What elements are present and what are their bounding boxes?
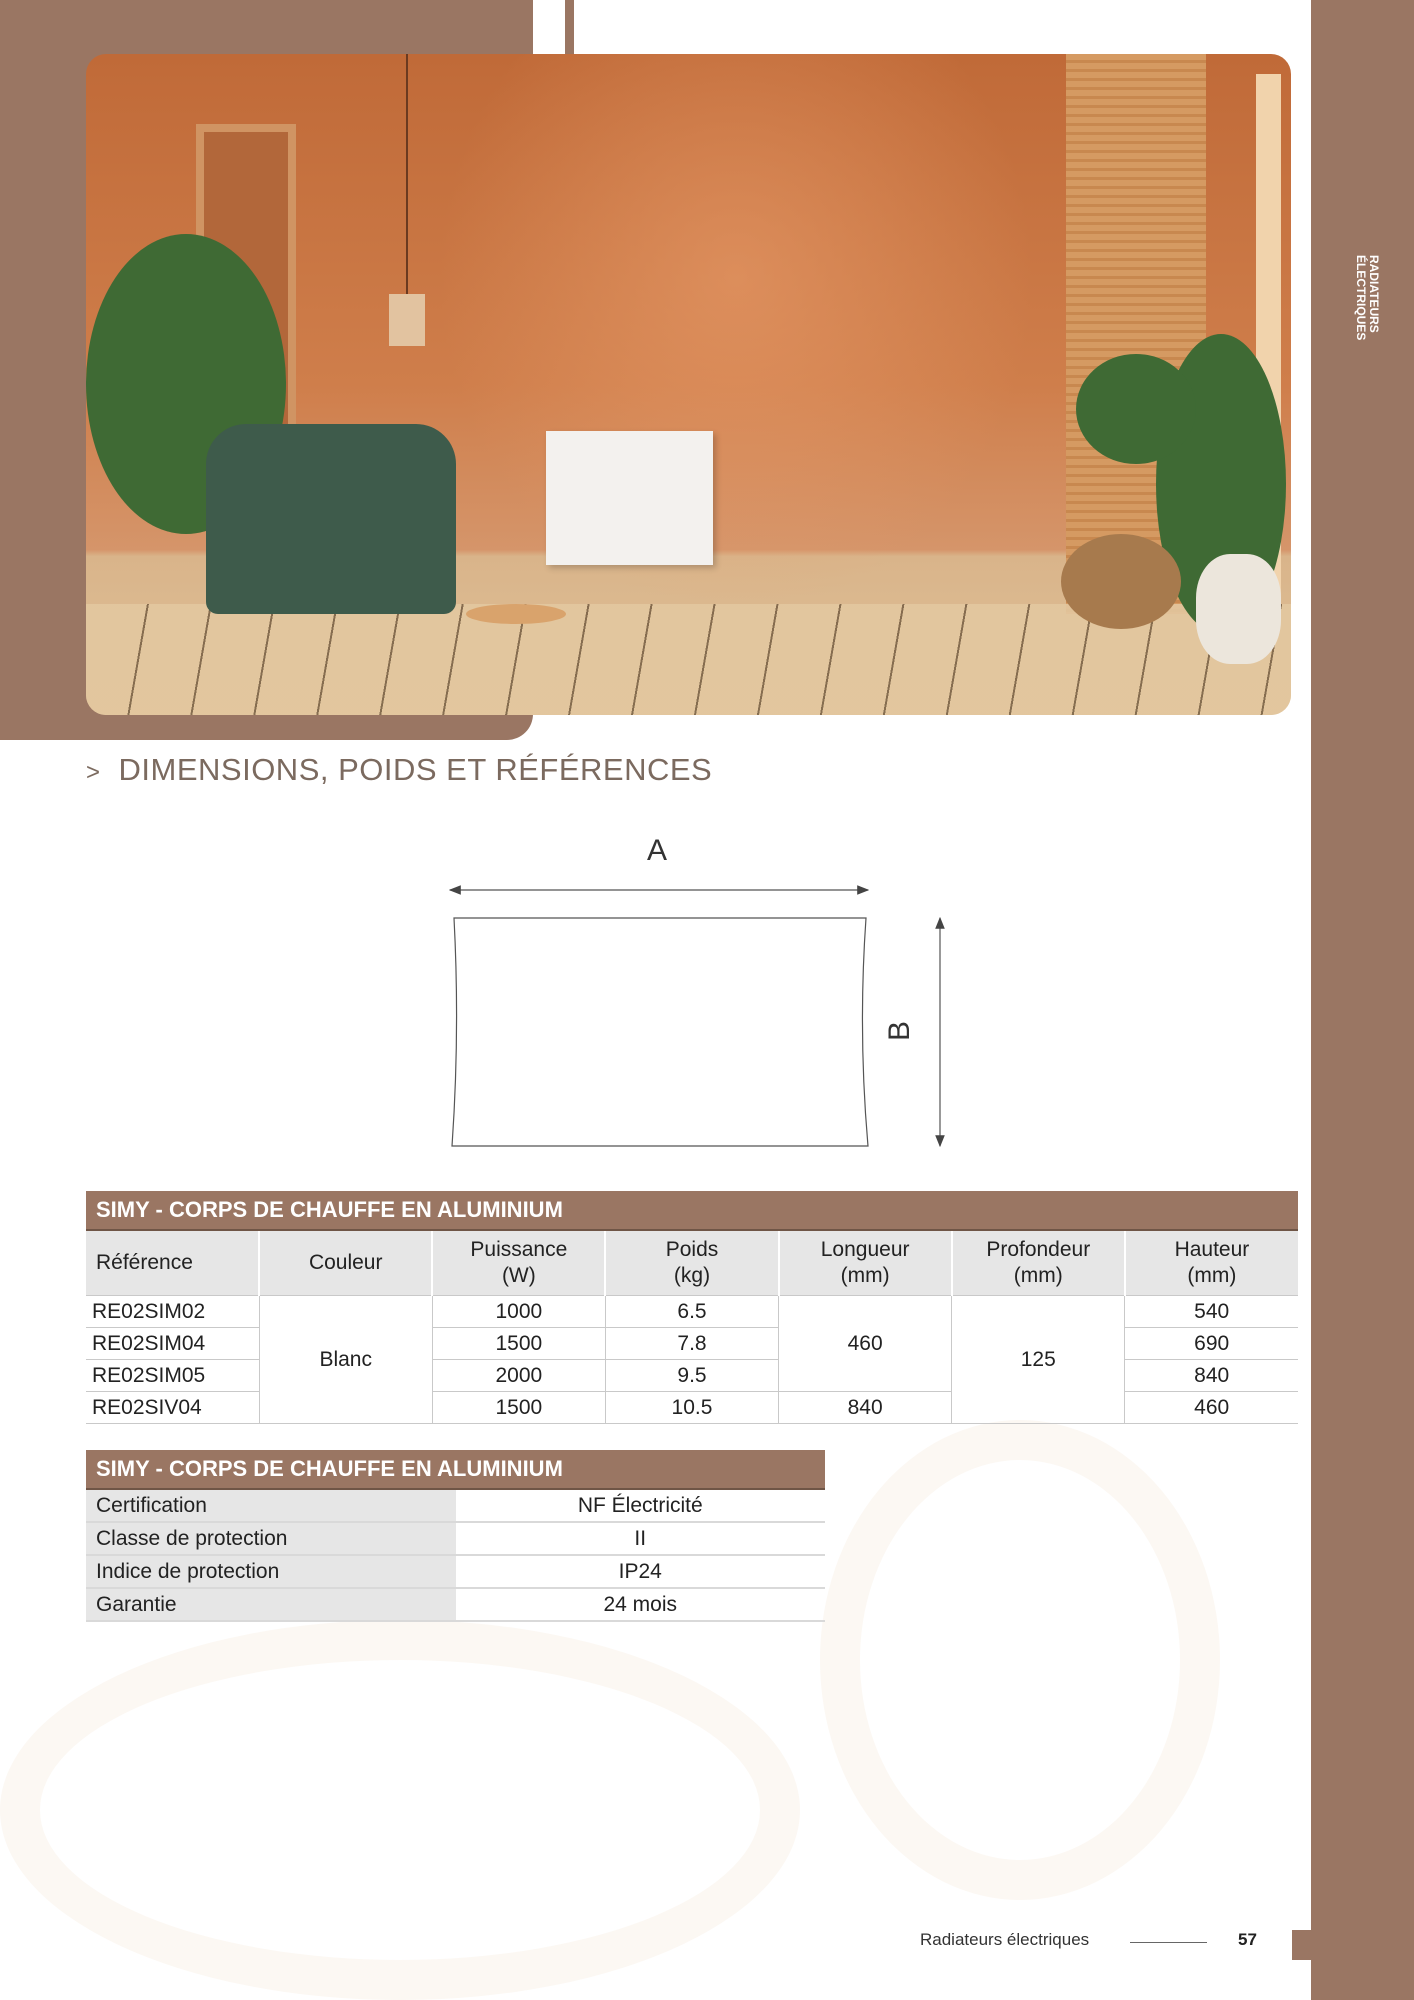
cell-couleur: Blanc [259,1296,432,1424]
photo-vase [1196,554,1281,664]
chevron-right-icon: > [86,759,101,786]
watermark-swoosh [0,1620,800,2000]
watermark-swoosh [820,1420,1220,1900]
footer-section-name: Radiateurs électriques [920,1930,1090,1949]
side-label-line1: RADIATEURS [1367,255,1381,333]
table-row [86,1522,825,1555]
page-number: 57 [1238,1930,1257,1949]
side-label-line2: ÉLECTRIQUES [1354,255,1368,341]
col-header: Hauteur (mm) [1125,1230,1298,1296]
cell-longueur: 460 [779,1296,952,1392]
info-label: Classe de protection [86,1522,456,1555]
header-brown-stripe [565,0,574,54]
cell-hauteur: 460 [1125,1392,1298,1424]
photo-basket [1061,534,1181,629]
info-table-caption: SIMY - CORPS DE CHAUFFE EN ALUMINIUM [86,1450,825,1489]
footer-divider [1130,1942,1207,1943]
table-row [86,1296,1298,1328]
info-value: IP24 [456,1555,826,1588]
photo-radiator [546,431,713,565]
col-header: Couleur [259,1230,432,1296]
dimension-label-a: A [647,834,668,867]
col-header: Référence [86,1230,259,1296]
specs-table-header [86,1230,1298,1296]
photo-lamp [389,294,425,346]
section-heading [86,752,712,788]
cell-hauteur: 840 [1125,1360,1298,1392]
photo-lamp-cord [406,54,408,294]
footer-tab [1292,1930,1312,1960]
cell-puissance: 1500 [432,1328,605,1360]
table-row [86,1489,825,1522]
photo-side-table [466,604,566,624]
cell-profondeur: 125 [952,1296,1125,1424]
cell-ref: RE02SIM05 [86,1360,259,1392]
info-value: NF Électricité [456,1489,826,1522]
table-row [86,1588,825,1621]
specs-table-caption: SIMY - CORPS DE CHAUFFE EN ALUMINIUM [86,1191,1298,1230]
cell-ref: RE02SIV04 [86,1392,259,1424]
section-title: DIMENSIONS, POIDS ET RÉFÉRENCES [118,752,713,787]
photo-armchair [206,424,456,614]
table-row [86,1555,825,1588]
info-table [86,1450,825,1622]
cell-ref: RE02SIM02 [86,1296,259,1328]
dimension-label-b: B [883,1020,917,1042]
cell-poids: 10.5 [605,1392,778,1424]
cell-puissance: 1500 [432,1392,605,1424]
info-label: Indice de protection [86,1555,456,1588]
radiator-outline [452,918,868,1146]
col-header: Poids (kg) [605,1230,778,1296]
col-header: Longueur (mm) [779,1230,952,1296]
cell-longueur: 840 [779,1392,952,1424]
col-header: Profondeur (mm) [952,1230,1125,1296]
info-label: Garantie [86,1588,456,1621]
cell-puissance: 1000 [432,1296,605,1328]
cell-poids: 6.5 [605,1296,778,1328]
specs-table [86,1191,1298,1424]
info-value: 24 mois [456,1588,826,1621]
info-value: II [456,1522,826,1555]
cell-puissance: 2000 [432,1360,605,1392]
photo-plant [1076,354,1196,464]
col-header: Puissance (W) [432,1230,605,1296]
cell-poids: 7.8 [605,1328,778,1360]
info-label: Certification [86,1489,456,1522]
cell-hauteur: 540 [1125,1296,1298,1328]
dimension-diagram [430,830,970,1160]
cell-hauteur: 690 [1125,1328,1298,1360]
cell-poids: 9.5 [605,1360,778,1392]
cell-ref: RE02SIM04 [86,1328,259,1360]
photo-wall-light [436,54,1036,614]
side-section-label [1340,255,1380,355]
product-room-photo [86,54,1291,715]
